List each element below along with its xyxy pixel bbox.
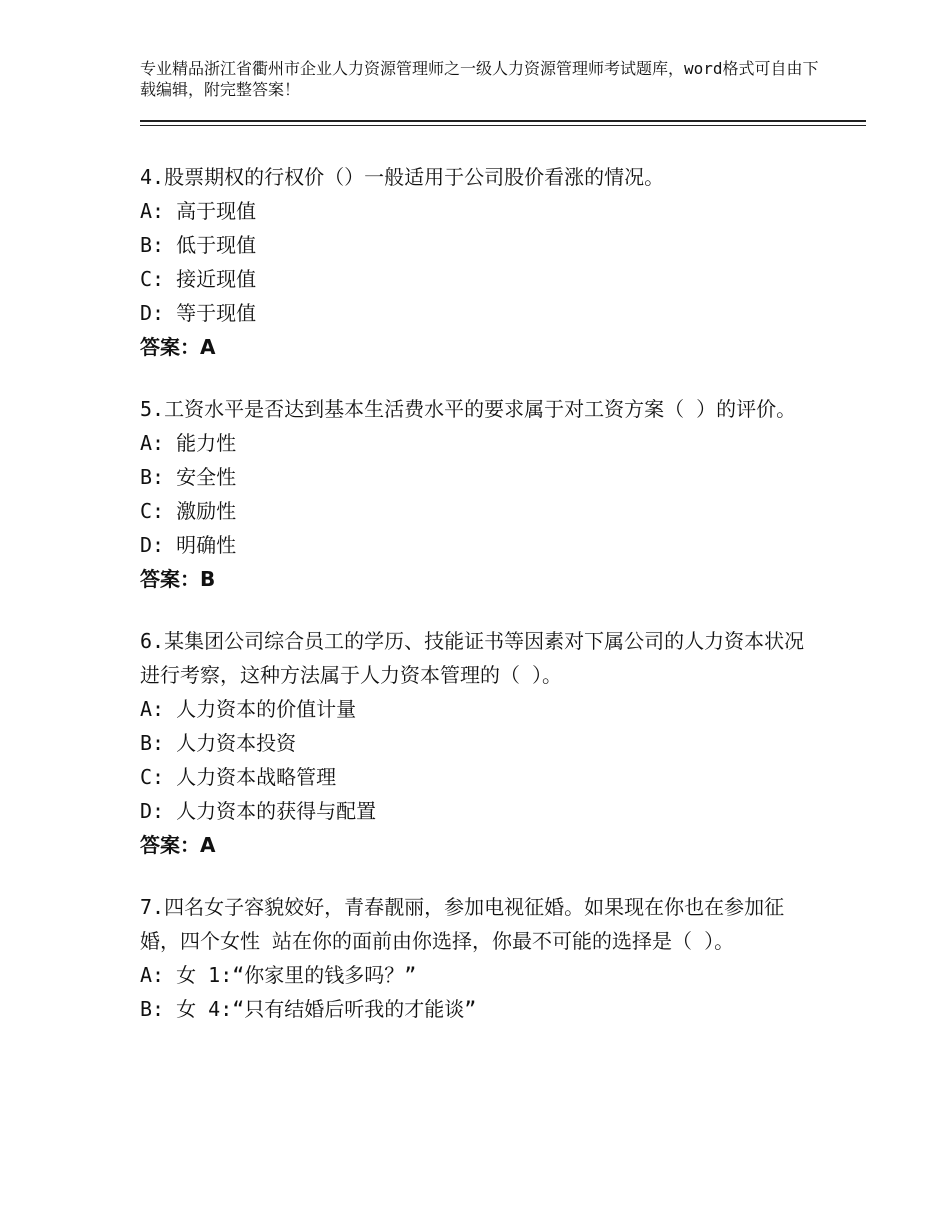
document-header: 专业精品浙江省衢州市企业人力资源管理师之一级人力资源管理师考试题库，word格式可自由下载编辑，附完整答案！ [140, 59, 819, 99]
question-7 [140, 890, 820, 1026]
option-c: C: 人力资本战略管理 [140, 765, 337, 789]
question-4 [140, 160, 820, 364]
option-a: A: 人力资本的价值计量 [140, 697, 357, 721]
option-b: B: 低于现值 [140, 233, 257, 257]
question-text: 4.股票期权的行权价（）一般适用于公司股价看涨的情况。 [140, 165, 665, 189]
header-rule-thick [140, 120, 866, 122]
question-6 [140, 624, 820, 862]
option-d: D: 等于现值 [140, 301, 257, 325]
option-b: B: 人力资本投资 [140, 731, 297, 755]
question-text: 7.四名女子容貌姣好，青春靓丽，参加电视征婚。如果现在你也在参加征婚，四个女性 站在你的面前由你选择，你最不可能的选择是（ ）。 [140, 895, 785, 953]
question-list [140, 160, 820, 1054]
option-d: D: 明确性 [140, 533, 237, 557]
header-rule-thin [140, 125, 866, 126]
option-b: B: 安全性 [140, 465, 237, 489]
option-a: A: 能力性 [140, 431, 237, 455]
answer-label: 答案：B [140, 567, 216, 591]
answer-label: 答案：A [140, 335, 216, 359]
option-a: A: 女 1:“你家里的钱多吗？” [140, 963, 417, 987]
question-text: 6.某集团公司综合员工的学历、技能证书等因素对下属公司的人力资本状况进行考察，这种方法属于人力资本管理的（ ）。 [140, 629, 805, 687]
option-c: C: 激励性 [140, 499, 237, 523]
option-b: B: 女 4:“只有结婚后听我的才能谈” [140, 997, 477, 1021]
option-d: D: 人力资本的获得与配置 [140, 799, 377, 823]
option-a: A: 高于现值 [140, 199, 257, 223]
option-c: C: 接近现值 [140, 267, 257, 291]
answer-label: 答案：A [140, 833, 216, 857]
question-text: 5.工资水平是否达到基本生活费水平的要求属于对工资方案（ ）的评价。 [140, 397, 797, 421]
question-5 [140, 392, 820, 596]
